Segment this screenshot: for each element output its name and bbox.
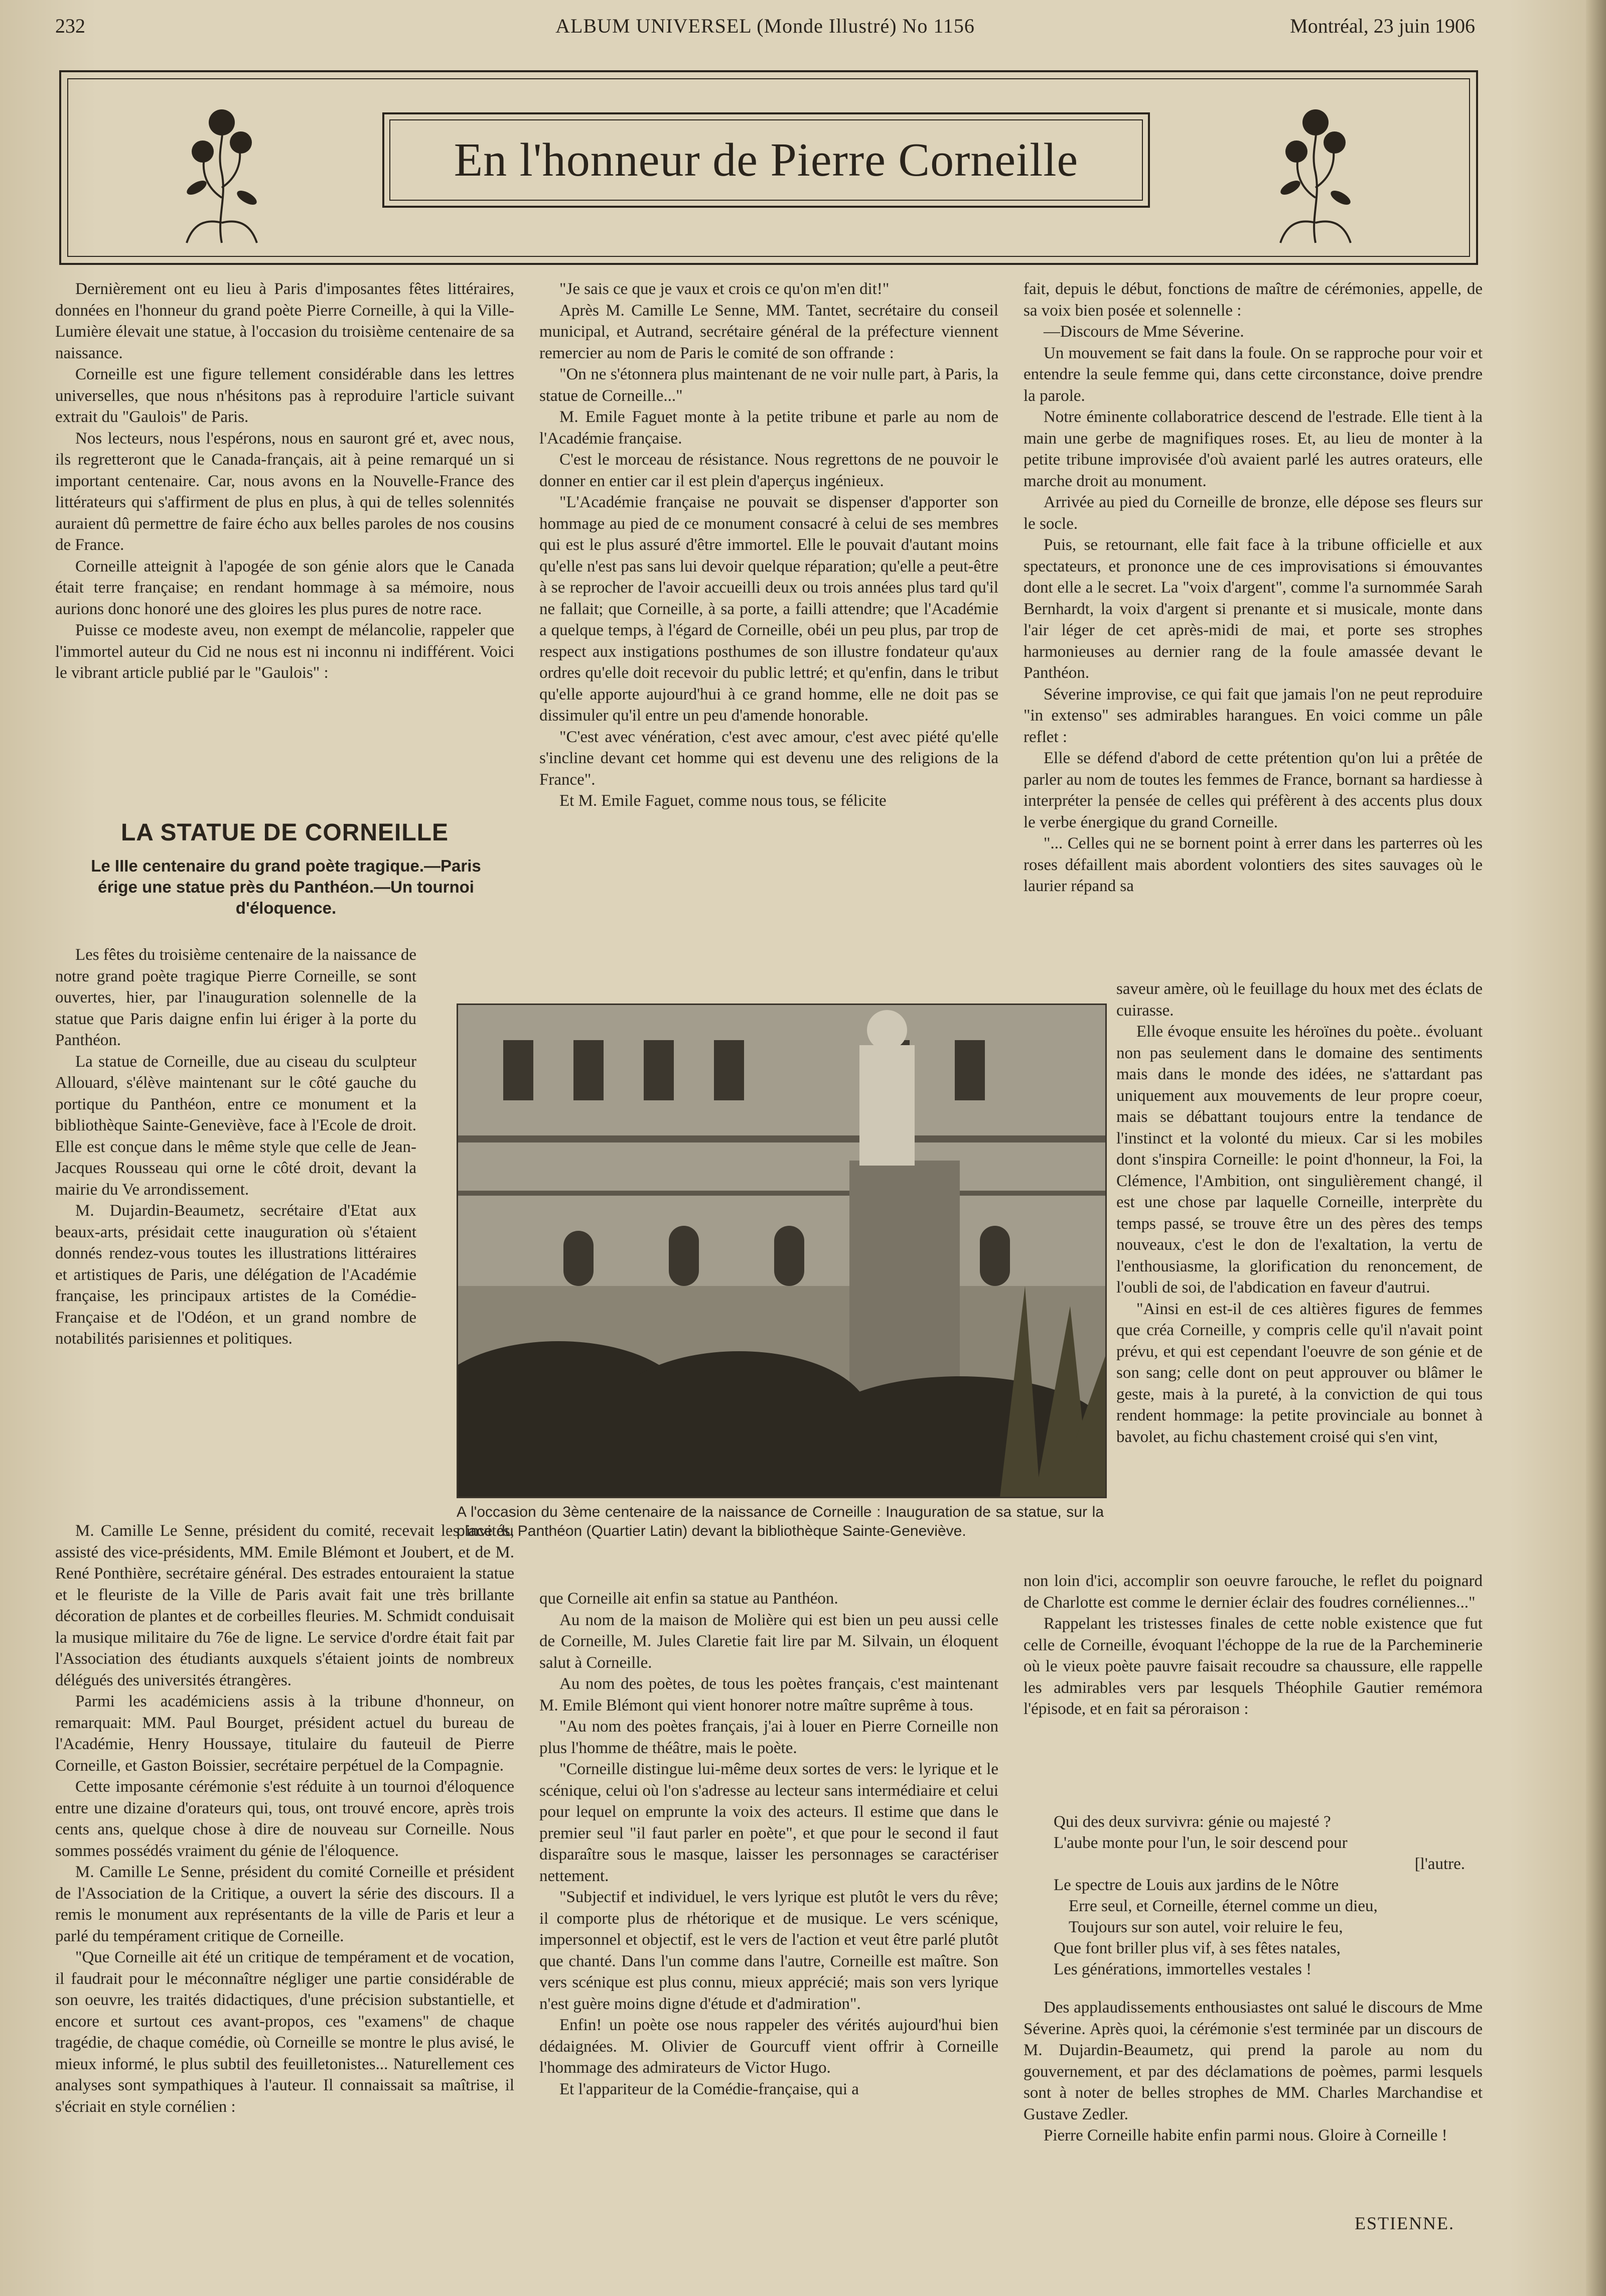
paragraph: "C'est avec vénération, c'est avec amour, c'est avec piété qu'elle s'incline devant cet homme qui est devenu une des religions de la France".	[539, 728, 998, 789]
section-subheading: Le IIIe centenaire du grand poète tragique.—Paris érige une statue près du Panthéon.—Un tournoi d'éloquence.	[91, 856, 481, 917]
flower-ornament-right	[1260, 97, 1371, 248]
poem-line: Le spectre de Louis aux jardins de le Nôtre	[1054, 1876, 1339, 1894]
paragraph: Elle se défend d'abord de cette prétention qu'on lui a prêtée de parler au nom de toutes les femmes de France, bornant sa hardiesse à interpréter la pensée de celles qui préfèrent à des accents plus doux le verbe énergique du grand Corneille.	[1024, 749, 1483, 831]
poem-line: Les générations, immortelles vestales !	[1054, 1960, 1312, 1978]
issue-date: Montréal, 23 juin 1906	[1290, 15, 1475, 37]
paragraph: fait, depuis le début, fonctions de maître de cérémonies, appelle, de sa voix bien posée et solennelle :	[1024, 280, 1483, 320]
flower-ornament-left	[167, 97, 277, 248]
paragraph: "On ne s'étonnera plus maintenant de ne voir nulle part, à Paris, la statue de Corneille..."	[539, 365, 998, 405]
paragraph: Cette imposante cérémonie s'est réduite à un tournoi d'éloquence entre une dizaine d'orateurs qui, tous, ont trouvé encore, après trois cents ans, quelque chose à dire de nouveau sur Corneille. Nous sommes possédés vraiment du génie de l'éloquence.	[55, 1778, 514, 1860]
running-header	[55, 14, 1475, 44]
column-3-middle	[1116, 978, 1483, 1448]
paragraph: Pierre Corneille habite enfin parmi nous. Gloire à Corneille !	[1044, 2126, 1447, 2144]
paragraph: Enfin! un poète ose nous rappeler des vérités aujourd'hui bien dédaignées. M. Olivier de Gourcuff vient offrir à Corneille l'hommage des admirateurs de Victor Hugo.	[539, 2016, 998, 2077]
column-3-end	[1024, 1997, 1483, 2146]
statue-photograph	[457, 1003, 1107, 1498]
column-1-intro	[55, 278, 514, 684]
photo-caption	[457, 1503, 1104, 1541]
paragraph: Elle évoque ensuite les héroïnes du poète.. évoluant non pas seulement dans le domaine des sentiments mais dans le monde des idées, ne s'attardant pas uniquement aux mouvements de leur propre coeur, mais se débattant toujours entre la tendance de l'instinct et la volonté du mieux. Car si les mobiles dont s'inspira Corneille: le point d'honneur, la Foi, la Clémence, l'Ambition, ont singulièrement changé, il est une chose par laquelle Corneille, interprète du temps passé, se trouve être un des pères des temps nouveaux, c'est le don de l'exaltation, la vertu de l'enthousiasme, la glorification du renoncement, de l'oubli de soi, de l'abdication en faveur d'autrui.	[1116, 1023, 1483, 1297]
column-2-top	[539, 278, 998, 812]
poem-line: [l'autre.	[1414, 1855, 1465, 1873]
paragraph: Puis, se retournant, elle fait face à la tribune officielle et aux spectateurs, et prononce une de ces improvisations si émouvantes dont elle a le secret. La "voix d'argent", comme l'a surnommée Sarah Bernhardt, la voix d'argent si prenante et si musicale, monte dans l'air léger de cet après-midi de mai, et porte ses strophes harmonieuses au dernier rang de la foule amassée devant le Panthéon.	[1024, 536, 1483, 682]
column-3-top	[1024, 278, 1483, 897]
column-1-article	[55, 944, 416, 1350]
paragraph: "Ainsi en est-il de ces altières figures de femmes que créa Corneille, y compris celle qu'il n'avait point prévu, et qui est cependant l'oeuvre de son génie et de son sang; celle dont on peut approuver ou blâmer le geste, mais à la pureté, à la conviction de qui tous rendent hommage: la petite provinciale au bonnet à bavolet, au fichu chastement croisé qui s'en vint,	[1116, 1300, 1483, 1446]
publication-name: ALBUM UNIVERSEL (Monde Illustré) No 1156	[555, 15, 975, 37]
caption-text: A l'occasion du 3ème centenaire de la naissance de Corneille : Inauguration de sa statue, sur la place du Panthéon (Quartier Latin) devant la bibliothèque Sainte-Geneviève.	[457, 1504, 1104, 1539]
paragraph: Dernièrement ont eu lieu à Paris d'imposantes fêtes littéraires, données en l'honneur du grand poète Pierre Corneille, à qui la Ville-Lumière élevait une statue, à l'occasion du troisième centenaire de sa naissance.	[55, 280, 514, 362]
gautier-poem	[1054, 1811, 1465, 1980]
title-frame-inner	[389, 119, 1143, 201]
paragraph: saveur amère, où le feuillage du houx met des éclats de cuirasse.	[1116, 980, 1483, 1020]
paragraph: Après M. Camille Le Senne, MM. Tantet, secrétaire du conseil municipal, et Autrand, secrétaire général de la préfecture viennent remercier au nom de Paris le comité de son offrande :	[539, 301, 998, 362]
paragraph: que Corneille ait enfin sa statue au Panthéon.	[539, 1590, 838, 1608]
paragraph: M. Camille Le Senne, président du comité Corneille et président de l'Association de la Critique, a ouvert la série des discours. Il a remis le monument aux représentants de la ville de Paris et leur a parlé du tempérament critique de Corneille.	[55, 1863, 514, 1945]
column-1-article-continued	[55, 1520, 514, 2117]
page-edge-shadow	[1586, 0, 1606, 2296]
poem-line: Que font briller plus vif, à ses fêtes natales,	[1054, 1939, 1341, 1957]
paragraph: M. Camille Le Senne, président du comité, recevait les invités, assisté des vice-présidents, MM. Emile Blémont et Joubert, et de M. René Ponthière, secrétaire général. Des estrades entouraient la statue et le fleuriste de la Ville de Paris avait fait une très brillante décoration de plantes et de corbeilles fleuries. M. Schmidt conduisait la musique militaire du 76e de ligne. Le service d'ordre était fait par l'Association des étudiants auxquels s'étaient joints de nombreux délégués des universités étrangères.	[55, 1522, 514, 1689]
paragraph: Nos lecteurs, nous l'espérons, nous en sauront gré et, avec nous, ils regretteront que le Canada-français, ait à peine remarqué un si important centenaire. Car, nous avons en la Nouvelle-France des littérateurs qui s'affirment de plus en plus, à qui de telles solennités auraient dû permettre de faire écho aux belles paroles de nos cousins de France.	[55, 429, 514, 554]
title-frame	[382, 112, 1150, 208]
paragraph: "Corneille distingue lui-même deux sortes de vers: le lyrique et le scénique, celui où l'on s'adresse au lecteur sans intermédiaire et celui pour lequel on emprunte la voix des acteurs. Il estime que dans le premier seul "il faut parler en poète", et que pour le second il faut disparaître sous le masque, laisser les personnages se caractériser nettement.	[539, 1760, 998, 1885]
paragraph: M. Emile Faguet monte à la petite tribune et parle au nom de l'Académie française.	[539, 408, 998, 448]
paragraph: Un mouvement se fait dans la foule. On se rapproche pour voir et entendre la seule femme qui, dans cette circonstance, doive prendre la parole.	[1024, 344, 1483, 405]
section-heading: LA STATUE DE CORNEILLE	[120, 819, 449, 846]
paragraph: Au nom des poètes, de tous les poètes français, c'est maintenant M. Emile Blémont qui vient honorer notre maître suprême à tous.	[539, 1675, 998, 1714]
paragraph: Corneille est une figure tellement considérable dans les lettres universelles, que nous n'hésitons pas à reproduire l'article suivant extrait du "Gaulois" de Paris.	[55, 365, 514, 426]
paragraph: "L'Académie française ne pouvait se dispenser d'apporter son hommage au pied de ce monument consacré à celui de ses membres qui est le plus assuré d'être immortel. Elle le pouvait d'autant moins qu'elle n'est pas sans lui devoir quelque réparation; qu'elle a peut-être à se reprocher de l'avoir accueilli deux ou trois années plus tard qu'il ne fallait; que Corneille, à sa porte, a failli attendre; que l'Académie a quelque temps, à l'égard de Corneille, obéi un peu plus, par trop de respect aux instigations posthumes de son illustre fondateur qu'aux ordres qu'elle doit recevoir du public lettré; et qu'enfin, dans le tribut qu'elle apporte aujourd'hui à ce grand homme, elle ne doit pas se dissimuler qu'il entre un peu d'amende honorable.	[539, 493, 998, 725]
paragraph: "Au nom des poètes français, j'ai à louer en Pierre Corneille non plus l'homme de théâtre, mais le poète.	[539, 1717, 998, 1757]
paragraph: Arrivée au pied du Corneille de bronze, elle dépose ses fleurs sur le socle.	[1024, 493, 1483, 533]
paragraph: "Que Corneille ait été un critique de tempérament et de vocation, il faudrait pour le méconnaître négliger une partie considérable de son oeuvre, les traités didactiques, d'une précision substantielle, et encore et surtout ces avant-propos, ces "examens" de chaque tragédie, de chaque comédie, où Corneille se montre le plus avisé, le mieux informé, le plus subtil des feuilletonistes... Naturellement ces analyses sont sympathiques à l'auteur. Il connaissait sa maîtrise, il s'écriait en style cornélien :	[55, 1948, 514, 2116]
paragraph: Corneille atteignit à l'apogée de son génie alors que le Canada était terre française; en rendant hommage à sa mémoire, nous aurions donc honoré une des gloires les plus pures de notre race.	[55, 557, 514, 618]
article-title: En l'honneur de Pierre Corneille	[454, 134, 1079, 186]
paragraph: Les fêtes du troisième centenaire de la naissance de notre grand poète tragique Pierre Corneille, se sont ouvertes, hier, par l'inauguration solennelle de la statue que Paris daigne enfin lui ériger à la porte du Panthéon.	[55, 946, 416, 1049]
poem-line: Toujours sur son autel, voir reluire le feu,	[1069, 1918, 1343, 1936]
paragraph: C'est le morceau de résistance. Nous regrettons de ne pouvoir le donner en entier car il est plein d'aperçus ingénieux.	[539, 451, 998, 490]
page-number: 232	[55, 15, 85, 37]
column-2-bottom	[539, 1588, 998, 2100]
photo-illustration	[458, 1005, 1105, 1497]
paragraph: La statue de Corneille, due au ciseau du sculpteur Allouard, s'élève maintenant sur le côté gauche du portique du Panthéon, entre ce monument et la bibliothèque Sainte-Geneviève, face à l'Ecole de droit. Elle est conçue dans le même style que celle de Jean-Jacques Rousseau qui orne le côté droit, devant la mairie du Ve arrondissement.	[55, 1052, 416, 1199]
paragraph: M. Dujardin-Beaumetz, secrétaire d'Etat aux beaux-arts, présidait cette inauguration où s'étaient donnés rendez-vous toutes les illustrations littéraires et artistiques de Paris, une délégation de l'Académie française, les principaux artistes de la Comédie-Française et de l'Odéon, et un grand nombre de notabilités parisiennes et politiques.	[55, 1202, 416, 1348]
paragraph: Au nom de la maison de Molière qui est bien un peu aussi celle de Corneille, M. Jules Claretie fait lire par M. Silvain, un éloquent salut à Corneille.	[539, 1611, 998, 1672]
paragraph: —Discours de Mme Séverine.	[1044, 323, 1244, 341]
poem-line: Qui des deux survivra: génie ou majesté ?	[1054, 1813, 1331, 1831]
poem-line: L'aube monte pour l'un, le soir descend pour	[1054, 1834, 1348, 1852]
poem-line: Erre seul, et Corneille, éternel comme un dieu,	[1069, 1897, 1378, 1915]
paragraph: Notre éminente collaboratrice descend de l'estrade. Elle tient à la main une gerbe de magnifiques roses. Et, au lieu de monter à la petite tribune improvisée d'où avaient parlé les autres orateurs, elle marche droit au monument.	[1024, 408, 1483, 490]
author-signature: ESTIENNE.	[1355, 2213, 1454, 2233]
paragraph: non loin d'ici, accomplir son oeuvre farouche, le reflet du poignard de Charlotte est comme le dernier éclair des foudres cornéliennes..."	[1024, 1572, 1483, 1612]
paragraph: "Je sais ce que je vaux et crois ce qu'on m'en dit!"	[559, 280, 890, 298]
paragraph: "... Celles qui ne se bornent point à errer dans les parterres où les roses défaillent mais abordent volontiers des sites sauvages où le laurier répand sa	[1024, 834, 1483, 895]
column-3-bottom	[1024, 1570, 1483, 1720]
paragraph: Parmi les académiciens assis à la tribune d'honneur, on remarquait: MM. Paul Bourget, président actuel du bureau de l'Académie, Henry Houssaye, titulaire du fauteuil de Pierre Corneille, et Gaston Boissier, secrétaire perpétuel de la Compagnie.	[55, 1692, 514, 1775]
paragraph: Des applaudissements enthousiastes ont salué le discours de Mme Séverine. Après quoi, la cérémonie s'est terminée par un discours de M. Dujardin-Beaumetz, qui prend la parole au nom du gouvernement, et par des déclamations de poèmes, parmi lesquels sont à noter de belles strophes de MM. Charles Marchandise et Gustave Zedler.	[1024, 1998, 1483, 2123]
paragraph: "Subjectif et individuel, le vers lyrique est plutôt le vers du rêve; il comporte plus de rhétorique et de musique. Le vers scénique, impersonnel et objectif, est le vers de l'action et veut être parlé plutôt que chanté. Dans l'un comme dans l'autre, Corneille est maître. Son vers scénique est plus connu, mieux apprécié; mais son vers lyrique n'est guère moins digne d'étude et d'admiration".	[539, 1888, 998, 2013]
paragraph: Puisse ce modeste aveu, non exempt de mélancolie, rappeler que l'immortel auteur du Cid ne nous est ni inconnu ni indifférent. Voici le vibrant article publié par le "Gaulois" :	[55, 621, 514, 682]
paragraph: Et l'appariteur de la Comédie-française, qui a	[559, 2080, 859, 2098]
paragraph: Et M. Emile Faguet, comme nous tous, se félicite	[559, 792, 887, 810]
title-banner	[59, 70, 1478, 265]
paragraph: Rappelant les tristesses finales de cette noble existence que fut celle de Corneille, évoquant l'échoppe de la rue de la Parcheminerie où le vieux poète pauvre faisait recoudre sa chaussure, elle rappelle les admirables vers par lesquels Théophile Gautier remémora l'épisode, et en fait sa péroraison :	[1024, 1615, 1483, 1718]
paragraph: Séverine improvise, ce qui fait que jamais l'on ne peut reproduire "in extenso" ses admirables harangues. En voici comme un pâle reflet :	[1024, 685, 1483, 746]
